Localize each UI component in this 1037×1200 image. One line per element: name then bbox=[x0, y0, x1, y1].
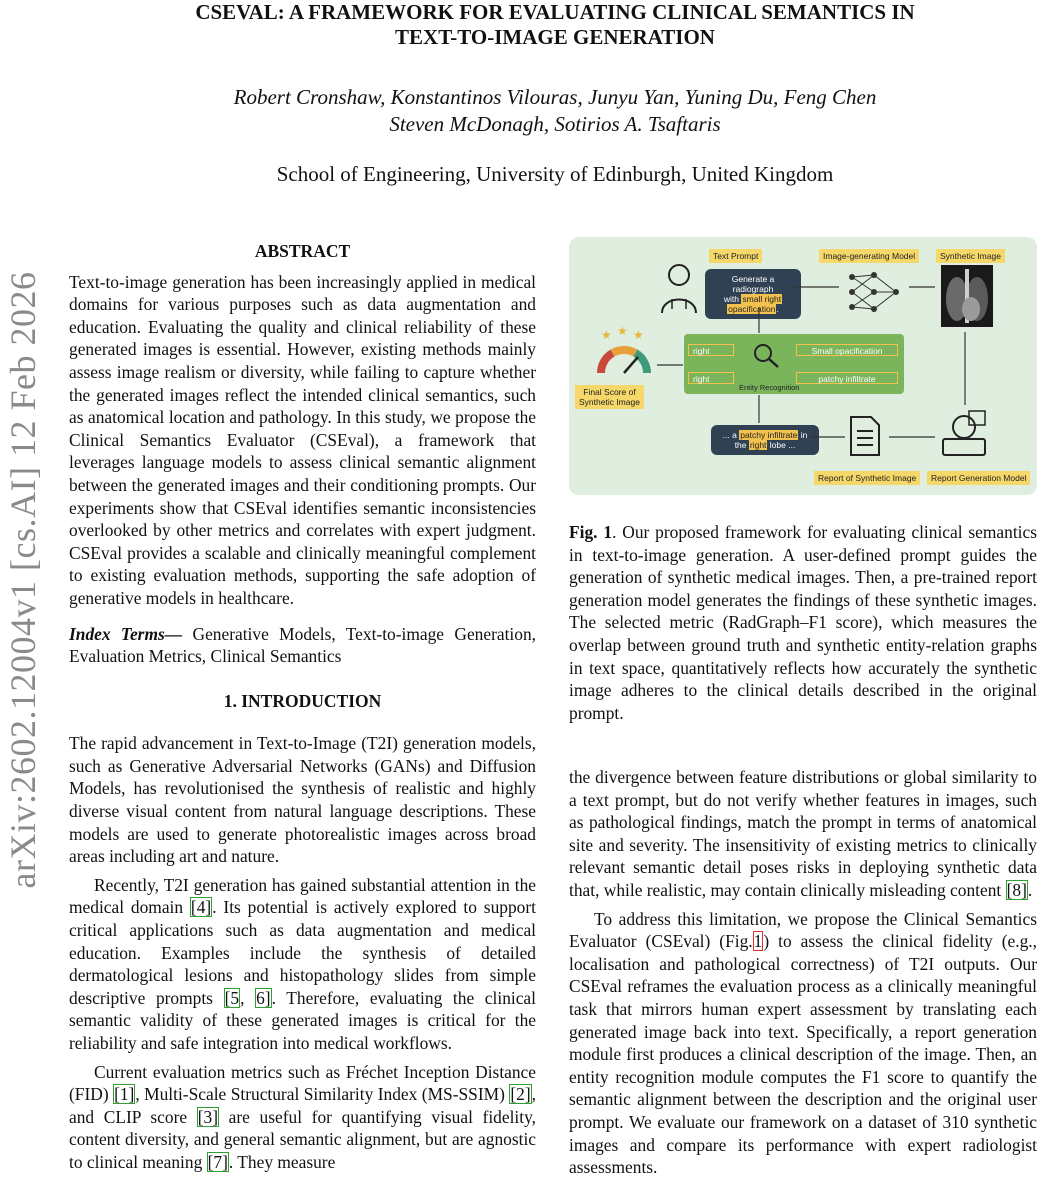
author-list: Robert Cronshaw, Konstantinos Vilouras, Junyu Yan, Yuning Du, Feng Chen Steven McDonagh, Sotirios A. Tsaftaris bbox=[233, 85, 877, 136]
citation-link[interactable]: 6] bbox=[256, 987, 271, 1008]
report-model-tag: Report Generation Model bbox=[927, 471, 1030, 485]
figure-caption bbox=[569, 521, 1037, 724]
svg-text:★: ★ bbox=[601, 328, 612, 342]
intro-paragraph-2: Recently, T2I generation has gained substantial attention in the medical domain [4]. Its potential is actively explored to support critical applications such as data augmentation and medical education. Examples include the synthesis of detailed dermatological lesions and histopathology slides from simple descriptive prompts [5, 6]. Therefore, evaluating the clinical semantic validity of these generated images is critical for the reliability and safe integration into medical workflows. bbox=[69, 874, 536, 1053]
citation-link[interactable]: [4] bbox=[190, 897, 212, 918]
text-prompt-tag: Text Prompt bbox=[709, 249, 762, 263]
index-terms-label: Index Terms— bbox=[69, 623, 183, 644]
svg-text:★: ★ bbox=[633, 328, 644, 342]
ner-field-right-top: Small opacification bbox=[796, 344, 898, 356]
intro-paragraph-1: The rapid advancement in Text-to-Image (T2I) generation models, such as Generative Adversarial Networks (GANs) and Diffusion Models, has revolutionised the synthesis of realistic and highly diverse visual content from natural language descriptions. These models are used to generate photorealistic images across broad areas including art and nature. bbox=[69, 733, 536, 867]
caption-label: Fig. 1 bbox=[569, 522, 613, 542]
abstract-section bbox=[69, 240, 536, 1174]
citation-link[interactable]: [5 bbox=[224, 987, 240, 1008]
paper-title: CSEVAL: A FRAMEWORK FOR EVALUATING CLINICAL SEMANTICS IN TEXT-TO-IMAGE GENERATION bbox=[195, 0, 915, 49]
figure-1 bbox=[569, 237, 1037, 495]
ner-field-left-top: right bbox=[688, 344, 734, 356]
citation-link[interactable]: [7] bbox=[207, 1151, 228, 1172]
report-synthetic-tag: Report of Synthetic Image bbox=[814, 471, 920, 485]
citation-link[interactable]: [3] bbox=[197, 1106, 219, 1127]
final-score-tag: Final Score of Synthetic Image bbox=[575, 385, 644, 409]
figure-link[interactable]: 1 bbox=[753, 931, 763, 952]
citation-link[interactable]: [1] bbox=[114, 1084, 135, 1105]
ner-field-right-bottom: patchy infiltrate bbox=[796, 372, 898, 384]
citation-link[interactable]: [8] bbox=[1006, 879, 1027, 900]
image-model-tag: Image-generating Model bbox=[819, 249, 919, 263]
arxiv-sidebar bbox=[0, 230, 46, 930]
index-terms-text: Generative Models, Text-to-image Generation, Evaluation Metrics, Clinical Semantics bbox=[69, 623, 536, 667]
affiliation: School of Engineering, University of Edinburgh, United Kingdom bbox=[276, 162, 834, 186]
intro-heading: 1. INTRODUCTION bbox=[223, 690, 382, 711]
right-column-text bbox=[569, 766, 1037, 1179]
abstract-text: Text-to-image generation has been increasingly applied in medical domains for various purposes such as data augmentation and education. Evaluating the quality and clinical reliability of these generated images is essential. However, existing methods mainly assess image realism or diversity, while failing to capture whether the generated images reflect the intended clinical semantics, such as anatomical location and pathology. In this study, we propose the Clinical Semantics Evaluator (CSEval), a framework that leverages language models to assess clinical semantic alignment between the generated images and their conditioning prompts. Our experiments show that CSEval identifies semantic inconsistencies overlooked by other metrics and correlates with expert judgment. CSEval provides a scalable and clinically meaningful complement to existing evaluation methods, supporting the safe adoption of generative models in healthcare. bbox=[69, 271, 536, 608]
report-bubble: ... a patchy infiltrate in the right lobe ... bbox=[711, 425, 819, 455]
svg-text:★: ★ bbox=[617, 327, 628, 338]
arxiv-id: arXiv:2602.12004v1 [cs.AI] 12 Feb 2026 bbox=[3, 271, 43, 889]
entity-recognition-label: Entity Recognition bbox=[739, 383, 800, 392]
citation-link[interactable]: [2] bbox=[510, 1084, 531, 1105]
caption-text: . Our proposed framework for evaluating clinical semantics in text-to-image generation. A user-defined prompt guides the generation of synthetic medical images. Then, a pre-trained report generation model generates the findings of these synthetic images. The selected metric (RadGraph–F1 score), which measures the overlap between ground truth and synthetic entity-relation graphs in text space, quantitatively reflects how accurately the synthetic image adheres to the clinical details described in the original prompt. bbox=[569, 522, 1037, 723]
prompt-bubble: Generate a radiograph with small right opacification. bbox=[705, 269, 801, 319]
ner-field-left-bottom: right bbox=[688, 372, 734, 384]
index-terms bbox=[69, 623, 536, 668]
synthetic-image-tag: Synthetic Image bbox=[936, 249, 1005, 263]
intro-paragraph-4: the divergence between feature distributions or global similarity to a text prompt, but do not verify whether features in images, such as pathological findings, match the prompt in terms of anatomical site and severity. The insensitivity of existing metrics to clinically relevant semantic detail poses risks in deploying synthetic data that, while realistic, may contain clinically misleading content [8]. bbox=[569, 767, 1037, 900]
abstract-heading: ABSTRACT bbox=[254, 241, 351, 261]
flow-arrows bbox=[569, 237, 1037, 495]
intro-paragraph-3: Current evaluation metrics such as Fréchet Inception Distance (FID) [1], Multi-Scale Structural Similarity Index (MS-SSIM) [2], and CLIP score [3] are useful for quantifying visual fidelity, content diversity, and general semantic alignment, but are agnostic to clinical meaning [7]. They measure bbox=[69, 1061, 536, 1172]
intro-paragraph-5: To address this limitation, we propose the Clinical Semantics Evaluator (CSEval) (Fig.1) to assess the clinical fidelity (e.g., localisation and pathological correctness) of T2I outputs. Our CSEval reframes the evaluation process as a clinically meaningful task that mirrors human expert assessment by translating each generated image back into text. Specifically, a report generation module first produces a clinical description of the image. Then, an entity recognition module computes the F1 score to quantify the semantic alignment between the description and the original user prompt. We evaluate our framework on a dataset of 310 synthetic images and compare its performance with expert radiologist assessments. bbox=[569, 908, 1037, 1178]
